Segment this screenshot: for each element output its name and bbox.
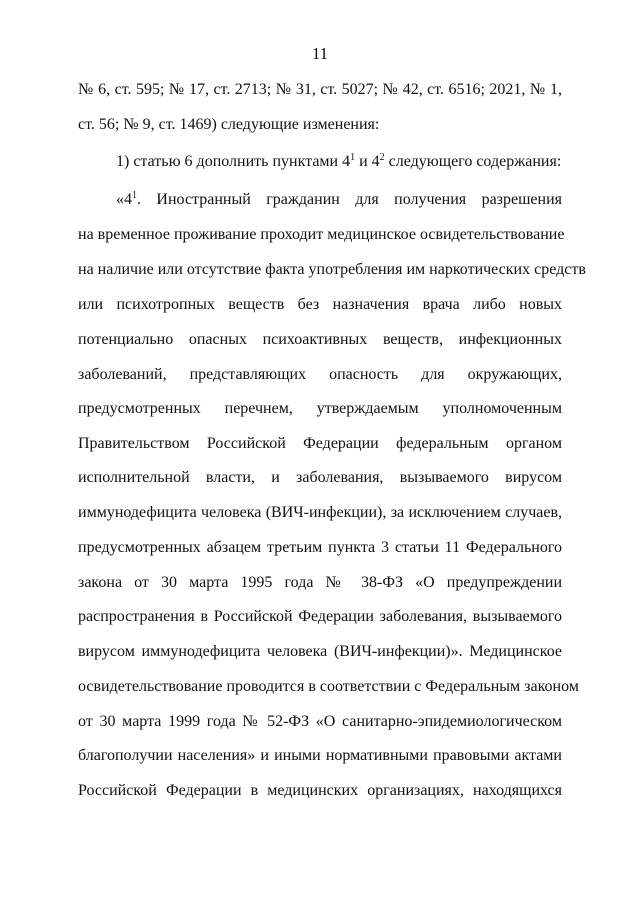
text-line-10: предусмотренных перечнем, утверждаемым уполномоченным: [78, 400, 562, 417]
text-line-11: Правительством Российской Федерации федеральным органом: [78, 435, 562, 452]
page-number: 11: [311, 44, 329, 63]
text-line-8: потенциально опасных психоактивных веществ, инфекционных: [78, 331, 562, 348]
text-line-1: № 6, ст. 595; № 17, ст. 2713; № 31, ст. 5027; № 42, ст. 6516; 2021, № 1,: [78, 81, 562, 98]
text-line-9: заболеваний, представляющих опасность для окружающих,: [78, 366, 562, 383]
text-line-19: от 30 марта 1999 года № 52-ФЗ «О санитарно-эпидемиологическом: [78, 713, 562, 730]
text-line-12: исполнительной власти, и заболевания, вызываемого вирусом: [78, 469, 562, 486]
text-line-18: освидетельствование проводится в соответствии с Федеральным законом: [78, 678, 579, 695]
text-line-6: на наличие или отсутствие факта употребления им наркотических средств: [78, 261, 586, 278]
text-line-2: ст. 56; № 9, ст. 1469) следующие изменения:: [78, 116, 380, 133]
text-line-16: распространения в Российской Федерации заболевания, вызываемого: [78, 608, 562, 625]
text-line-21: Российской Федерации в медицинских организациях, находящихся: [78, 782, 562, 799]
text-line-4: «$4^1$. Иностранный гражданин для получения разрешения: [116, 190, 562, 208]
text-line-7: или психотропных веществ без назначения врача либо новых: [78, 296, 562, 313]
text-line-20: благополучии населения» и иными нормативными правовыми актами: [78, 747, 562, 764]
text-line-13: иммунодефицита человека (ВИЧ-инфекции), за исключением случаев,: [78, 504, 562, 521]
text-line-15: закона от 30 марта 1995 года № 38-ФЗ «О предупреждении: [78, 574, 562, 591]
text-line-14: предусмотренных абзацем третьим пункта 3 статьи 11 Федерального: [78, 539, 562, 556]
text-line-5: на временное проживание проходит медицинское освидетельствование: [78, 226, 565, 243]
text-line-17: вирусом иммунодефицита человека (ВИЧ-инфекции)». Медицинское: [78, 643, 562, 660]
text-line-3: 1) статью 6 дополнить пунктами $4^1$ и $4^2$ следующего содержания:: [116, 152, 562, 170]
